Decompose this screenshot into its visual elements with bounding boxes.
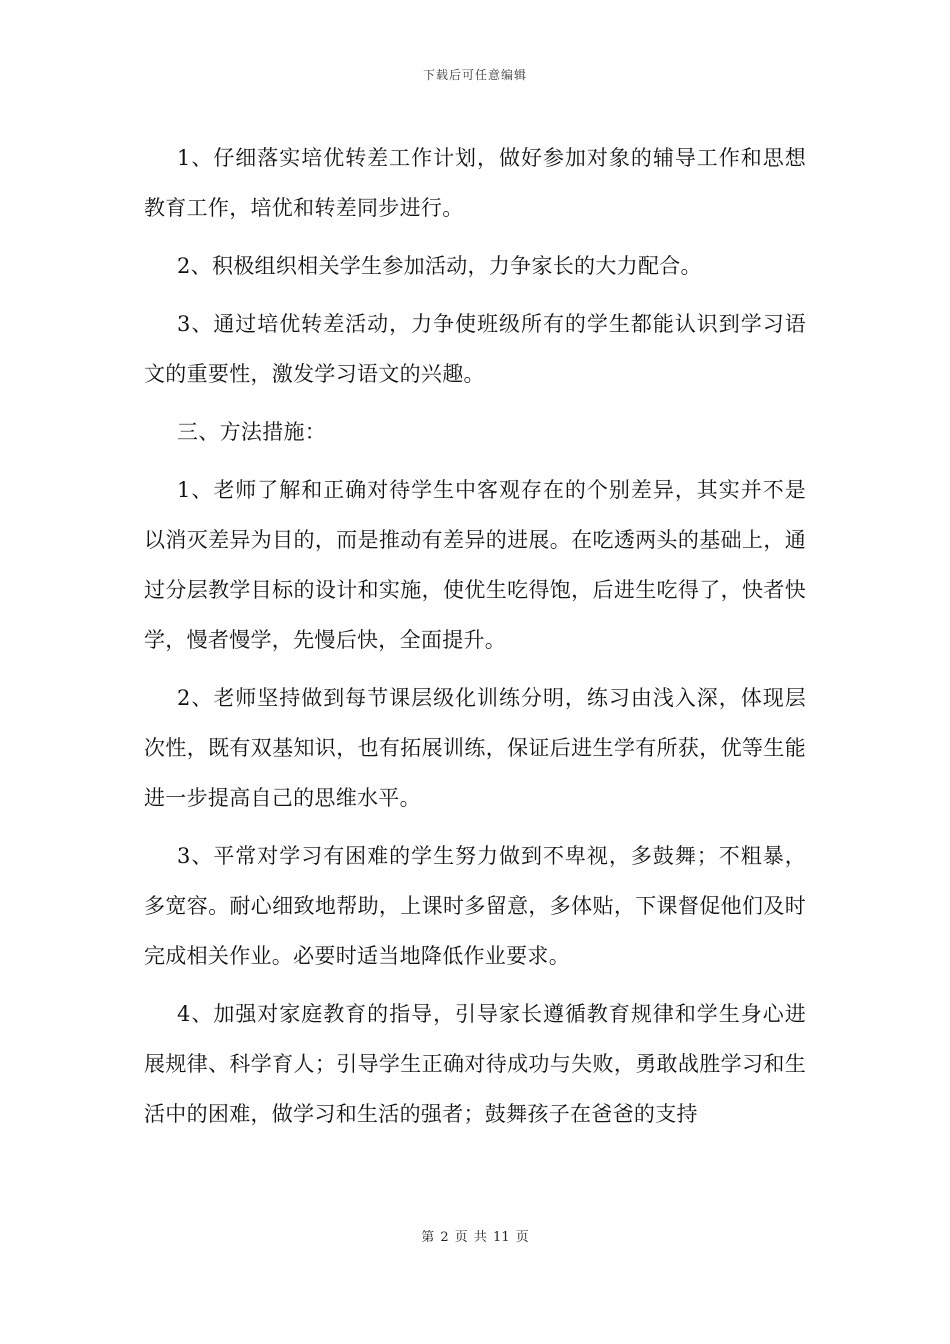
paragraph-3: 3、通过培优转差活动，力争使班级所有的学生都能认识到学习语文的重要性，激发学习语文的兴趣。 bbox=[144, 312, 806, 386]
paragraph-4: 1、老师了解和正确对待学生中客观存在的个别差异，其实并不是以消灭差异为目的，而是推动有差异的进展。在吃透两头的基础上，通过分层教学目标的设计和实施，使优生吃得饱，后进生吃得了，快者快学，慢者慢学，先慢后快，全面提升。 bbox=[144, 478, 806, 652]
paragraph-6: 3、平常对学习有困难的学生努力做到不卑视，多鼓舞；不粗暴，多宽容。耐心细致地帮助，上课时多留意，多体贴，下课督促他们及时完成相关作业。必要时适当地降低作业要求。 bbox=[144, 844, 806, 968]
paragraph-1: 1、仔细落实培优转差工作计划，做好参加对象的辅导工作和思想教育工作，培优和转差同步进行。 bbox=[144, 146, 806, 220]
section-heading: 三、方法措施： bbox=[177, 420, 327, 444]
page-header: 下载后可任意编辑 bbox=[422, 68, 527, 82]
paragraph-7: 4、加强对家庭教育的指导，引导家长遵循教育规律和学生身心进展规律、科学育人；引导学生正确对待成功与失败，勇敢战胜学习和生活中的困难，做学习和生活的强者；鼓舞孩子在爸爸的支持 bbox=[144, 1002, 806, 1126]
paragraph-2: 2、积极组织相关学生参加活动，力争家长的大力配合。 bbox=[177, 254, 702, 278]
document-body bbox=[144, 133, 806, 1147]
paragraph-5: 2、老师坚持做到每节课层级化训练分明，练习由浅入深，体现层次性，既有双基知识，也有拓展训练，保证后进生学有所获，优等生能进一步提高自己的思维水平。 bbox=[144, 686, 806, 810]
page-number: 第 2 页 共 11 页 bbox=[421, 1230, 529, 1245]
